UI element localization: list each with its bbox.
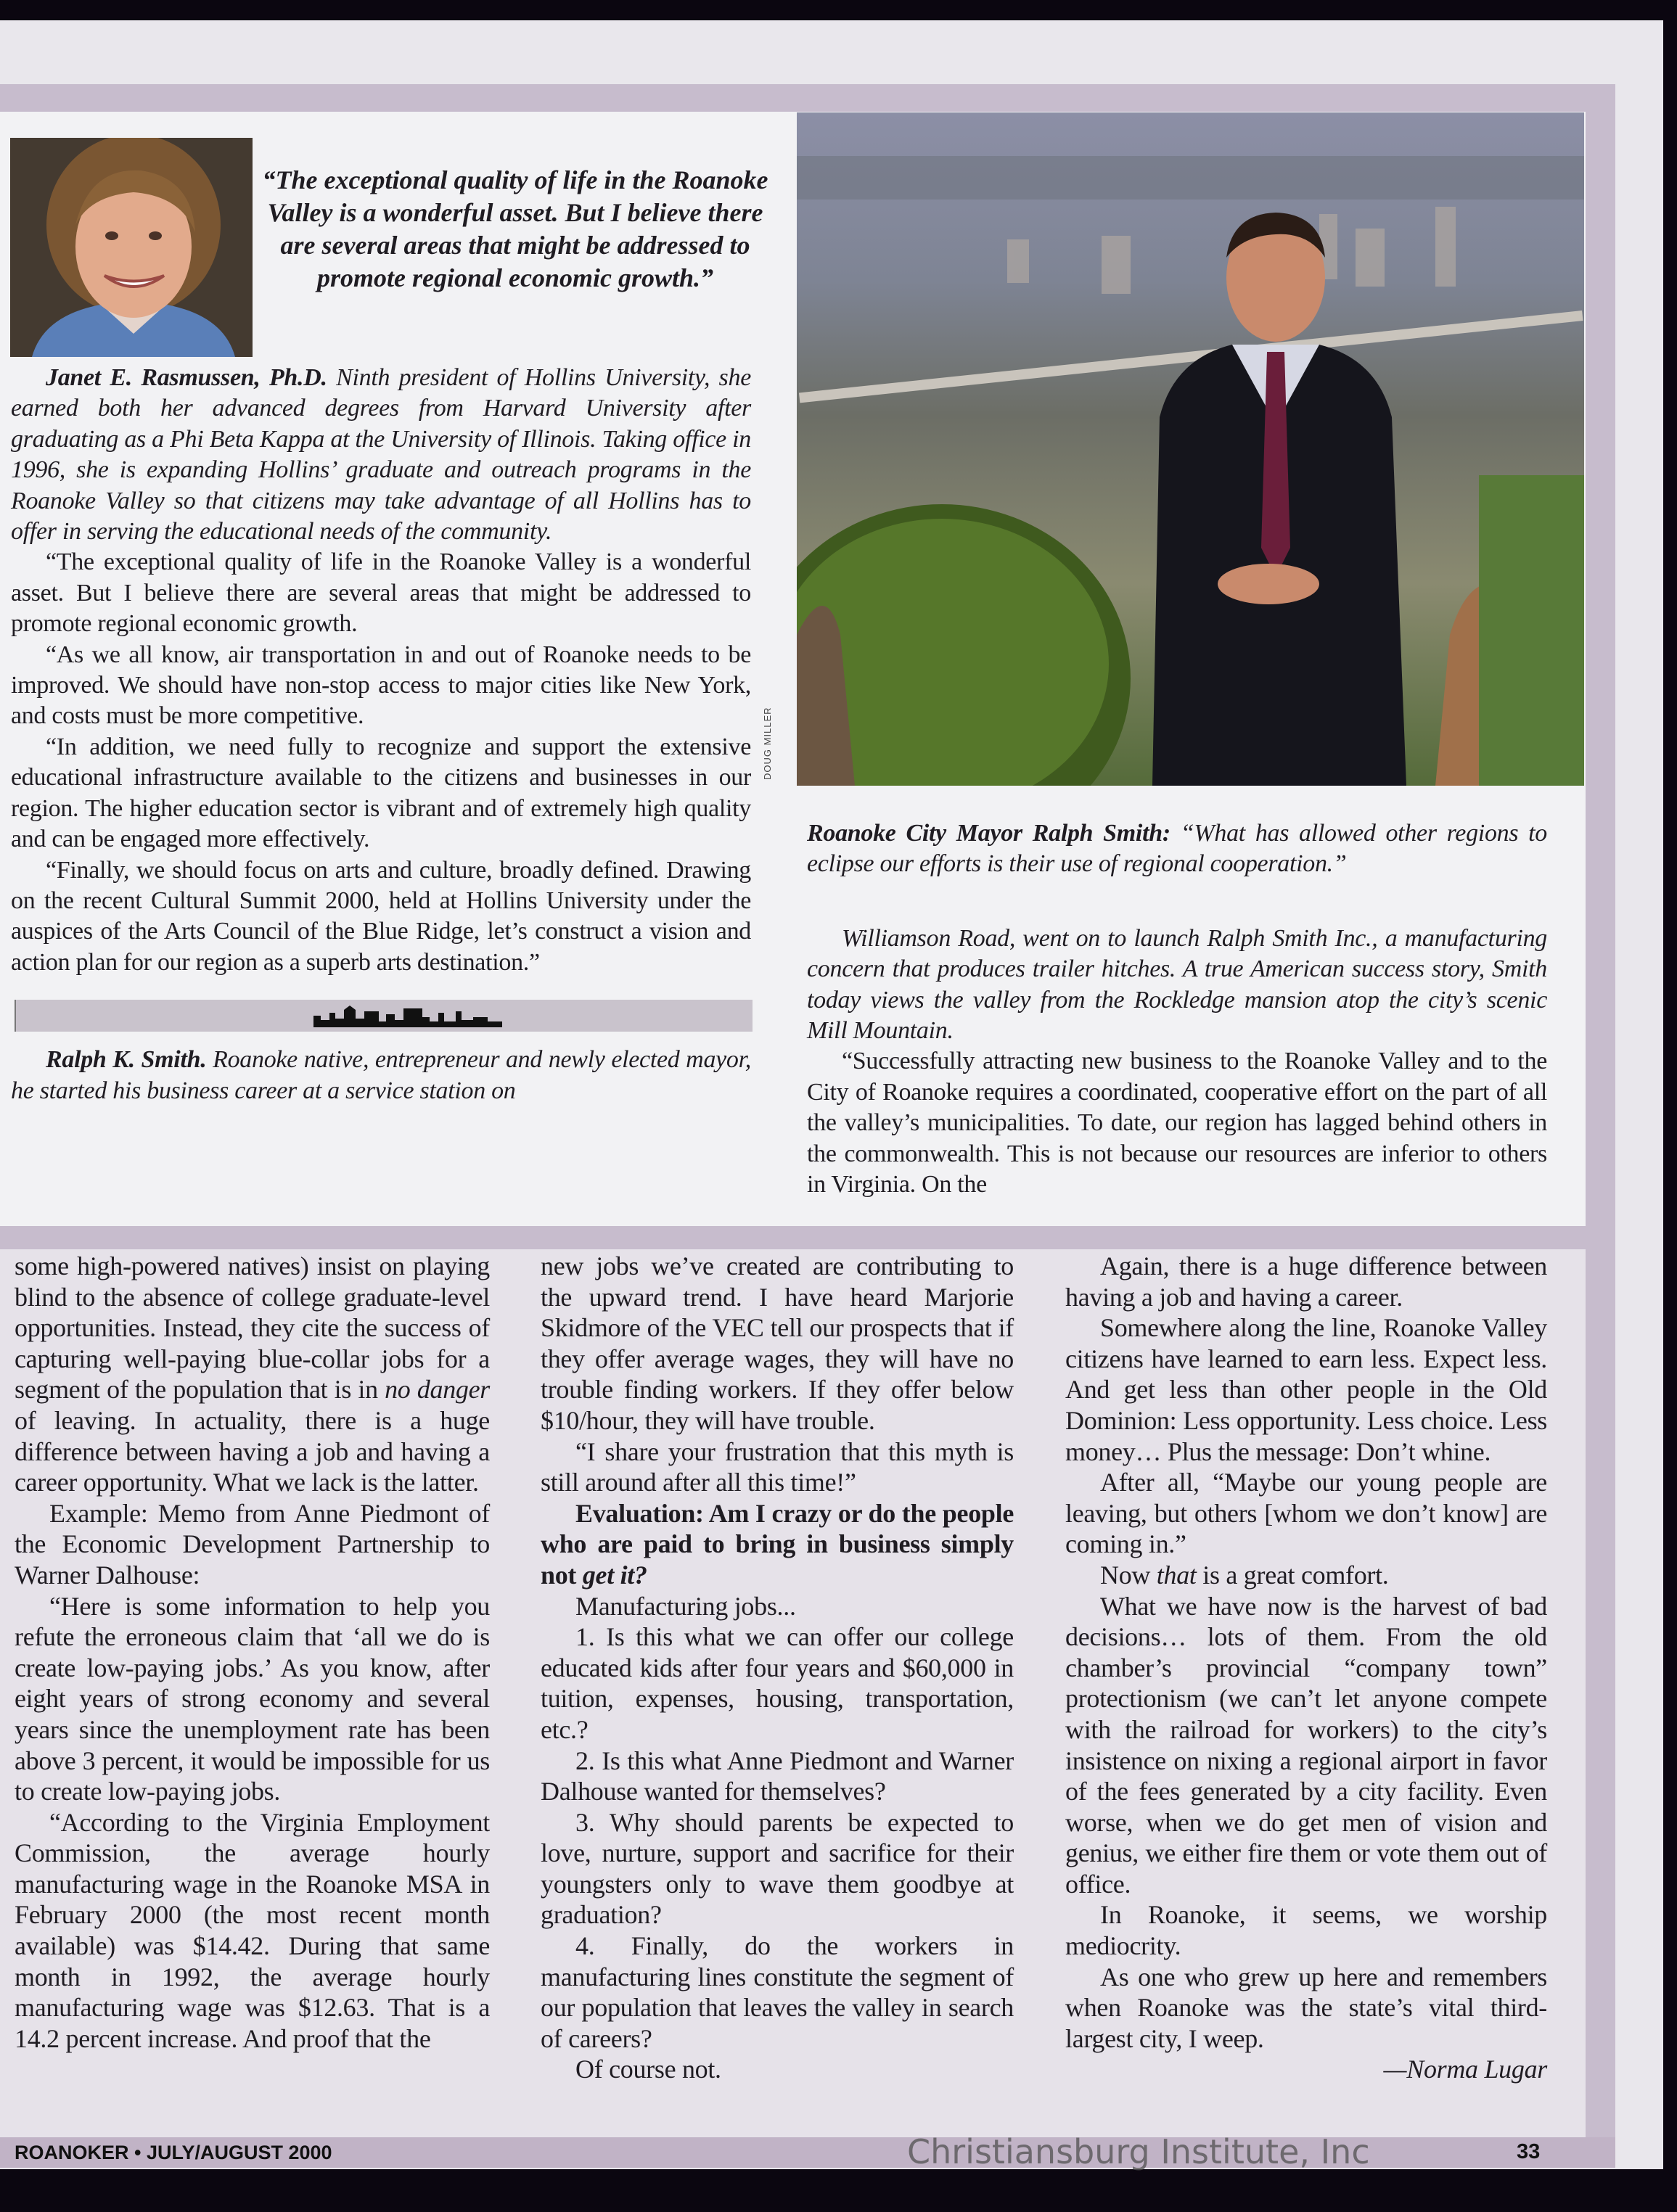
pull-quote: “The exceptional quality of life in the Roanoke Valley is a wonderful asset. But I believe there are several areas that might be addressed to promote regional economic growth.”	[262, 165, 768, 292]
text-run: “Here is some information to help you refute the erroneous claim that ‘all we do is create low-paying jobs.’ As you know, after eight years of strong economy and several years since the unemployment rate has been above 3 percent, it would be impossible for us to create low-paying jobs.	[15, 1591, 490, 1806]
paragraph	[541, 1931, 1014, 2054]
text-run: Roanoke native, entrepreneur and newly elected mayor, he started his business career at a service station on	[11, 1046, 751, 1104]
paragraph	[541, 1591, 1014, 1622]
text-run: that	[1156, 1560, 1197, 1590]
text-run: As one who grew up here and remembers when Roanoke was the state’s vital third-largest city, I weep.	[1065, 1962, 1547, 2053]
text-run: 3. Why should parents be expected to love, nurture, support and sacrifice for their youngsters only to wave them goodbye at graduation?	[541, 1807, 1014, 1930]
paragraph	[1065, 1560, 1547, 1591]
text-run: Ninth president of Hollins University, she earned both her advanced degrees from Harvard University after graduating as a Phi Beta Kappa at the University of Illinois. Taking office in 1996, she is expanding Hollins’ graduate and outreach programs in the Roanoke Valley so that citizens may take advantage of all Hollins has to offer in serving the educational needs of the community.	[11, 364, 751, 546]
text-run: new jobs we’ve created are contributing to the upward trend. I have heard Marjorie Skidmore of the VEC tell our prospects that if they offer average wages, they will have no trouble finding workers. If they offer below $10/hour, they will have trouble.	[541, 1251, 1014, 1435]
text-run: Again, there is a huge difference between having a job and having a career.	[1065, 1251, 1547, 1312]
text-run: of leaving. In actuality, there is a huge difference between having a job and having a career opportunity. What we lack is the latter.	[15, 1405, 490, 1497]
article-column-3	[1065, 1251, 1547, 2085]
rasmussen-headshot	[10, 138, 253, 357]
paragraph	[11, 363, 751, 547]
rasmussen-profile	[11, 363, 751, 978]
text-run: Evaluation: Am I crazy or do the people who are paid to bring in business simply not	[541, 1498, 1014, 1590]
text-run: “In addition, we need fully to recognize and support the extensive educational infrastructure available to the citizens and businesses in our region. The higher education sector is vibrant and of extremely high quality and can be engaged more effectively.	[11, 733, 751, 853]
paragraph	[1065, 2054, 1547, 2085]
page-number: 33	[1517, 2140, 1541, 2163]
skyline-divider	[15, 1000, 753, 1032]
text-run: “The exceptional quality of life in the Roanoke Valley is a wonderful asset. But I believe there are several areas that might be addressed to promote regional economic growth.	[11, 548, 751, 638]
text-run: After all, “Maybe our young people are leaving, but others [whom we don’t know] are coming in.”	[1065, 1468, 1547, 1559]
paragraph	[11, 640, 751, 732]
paragraph	[541, 1251, 1014, 1436]
paragraph	[541, 1746, 1014, 1807]
text-run: Williamson Road, went on to launch Ralph Smith Inc., a manufacturing concern that produces trailer hitches. A true American success story, Smith today views the valley from the Rockledge mansion atop the city’s scenic Mill Mountain.	[807, 924, 1547, 1045]
photo-credit: DOUG MILLER	[762, 707, 773, 780]
text-run: Of course not.	[575, 2055, 721, 2084]
paragraph	[807, 924, 1547, 1047]
text-run: Now	[1100, 1560, 1157, 1590]
paragraph	[1065, 1251, 1547, 1312]
paragraph	[541, 1807, 1014, 1931]
article-column-1	[15, 1251, 490, 2054]
mayor-smith-photo	[797, 112, 1584, 786]
text-run: get it?	[582, 1560, 647, 1590]
text-run: some high-powered natives) insist on playing blind to the absence of college graduate-level opportunities. Instead, they cite the success of capturing well-paying blue-collar jobs for a segment of the population that is in	[15, 1251, 490, 1405]
text-run: “According to the Virginia Employment Commission, the average hourly manufacturing wage in the Roanoke MSA in February 2000 (the most recent month available) was $14.42. During that same month in 1992, the average hourly manufacturing wage was $12.63. That is a 14.2 percent increase. And proof that the	[15, 1807, 490, 2053]
paragraph	[807, 1046, 1547, 1200]
section-divider-band	[0, 1226, 1615, 1249]
text-run: 1. Is this what we can offer our college educated kids after four years and $60,000 in tuition, expenses, housing, transportation, etc.?	[541, 1622, 1014, 1744]
text-run: 4. Finally, do the workers in manufacturing lines constitute the segment of our population that leaves the valley in search of careers?	[541, 1931, 1014, 2053]
paragraph	[11, 1045, 751, 1106]
paragraph	[1065, 1899, 1547, 1961]
frame-top-band	[0, 84, 1615, 112]
text-run: Roanoke City Mayor Ralph Smith:	[807, 820, 1181, 847]
text-run: —Norma Lugar	[1383, 2055, 1547, 2084]
text-run: Ralph K. Smith.	[46, 1046, 213, 1074]
watermark: Christiansburg Institute, Inc	[907, 2132, 1370, 2171]
paragraph	[15, 1591, 490, 1807]
article-column-2	[541, 1251, 1014, 2085]
text-run: “What has allowed other regions to eclipse our efforts is their use of regional cooperation.”	[807, 820, 1548, 878]
text-run: “As we all know, air transportation in and out of Roanoke needs to be improved. We should have non-stop access to major cities like New York, and costs must be more competitive.	[11, 641, 751, 730]
paragraph	[807, 818, 1547, 880]
text-run: Janet E. Rasmussen, Ph.D.	[46, 364, 337, 391]
skyline-icon	[313, 1006, 502, 1027]
text-run: “Successfully attracting new business to the Roanoke Valley and to the City of Roanoke requires a coordinated, cooperative effort on the part of all the valley’s municipalities. To date, our region has lagged behind others in the commonwealth. This is not because our resources are inferior to others in Virginia. On the	[807, 1048, 1547, 1198]
text-run: What we have now is the harvest of bad decisions… lots of them. From the old chamber’s provincial “company town” protectionism (we can’t let anyone compete with the railroad for workers) to the city’s insistence on nixing a regional airport in favor of the fees generated by a city facility. Even worse, when we do get men of vision and genius, we either fire them or vote them out of office.	[1065, 1591, 1547, 1899]
text-run: “I share your frustration that this myth is still around after all this time!”	[541, 1436, 1014, 1497]
paragraph	[1065, 1467, 1547, 1560]
paragraph	[15, 1807, 490, 2055]
paragraph	[541, 1436, 1014, 1498]
smith-caption-and-profile	[807, 818, 1547, 1200]
paragraph	[11, 547, 751, 639]
paragraph	[541, 2054, 1014, 2085]
text-run: is a great comfort.	[1196, 1560, 1389, 1590]
text-run: Somewhere along the line, Roanoke Valley citizens have learned to earn less. Expect less. And get less than other people in the Old Dominion: Less opportunity. Less choice. Less money… Plus the message: Don’t whine.	[1065, 1313, 1547, 1466]
text-run: In Roanoke, it seems, we worship mediocrity.	[1065, 1900, 1547, 1961]
left-column-flow	[11, 363, 751, 1106]
text-run: 2. Is this what Anne Piedmont and Warner Dalhouse wanted for themselves?	[541, 1746, 1014, 1806]
text-run: “Finally, we should focus on arts and culture, broadly defined. Drawing on the recent Cultural Summit 2000, held at Hollins University under the auspices of the Arts Council of the Blue Ridge, let’s construct a vision and action plan for our region as a superb arts destination.”	[11, 856, 751, 976]
paragraph	[1065, 1962, 1547, 2055]
paragraph	[15, 1498, 490, 1591]
footer-publication: ROANOKER • JULY/AUGUST 2000	[15, 2142, 332, 2163]
paragraph	[1065, 1591, 1547, 1900]
text-run: no danger	[385, 1375, 490, 1405]
text-run: Manufacturing jobs...	[575, 1591, 796, 1621]
paragraph	[15, 1251, 490, 1498]
frame-right-band	[1586, 84, 1615, 2166]
paragraph	[541, 1621, 1014, 1745]
paragraph	[1065, 1312, 1547, 1467]
paragraph	[11, 732, 751, 855]
paragraph	[11, 855, 751, 979]
smith-profile-start	[11, 1045, 751, 1106]
paragraph	[541, 1498, 1014, 1591]
text-run: Example: Memo from Anne Piedmont of the Economic Development Partnership to Warner Dalhouse:	[15, 1498, 490, 1590]
